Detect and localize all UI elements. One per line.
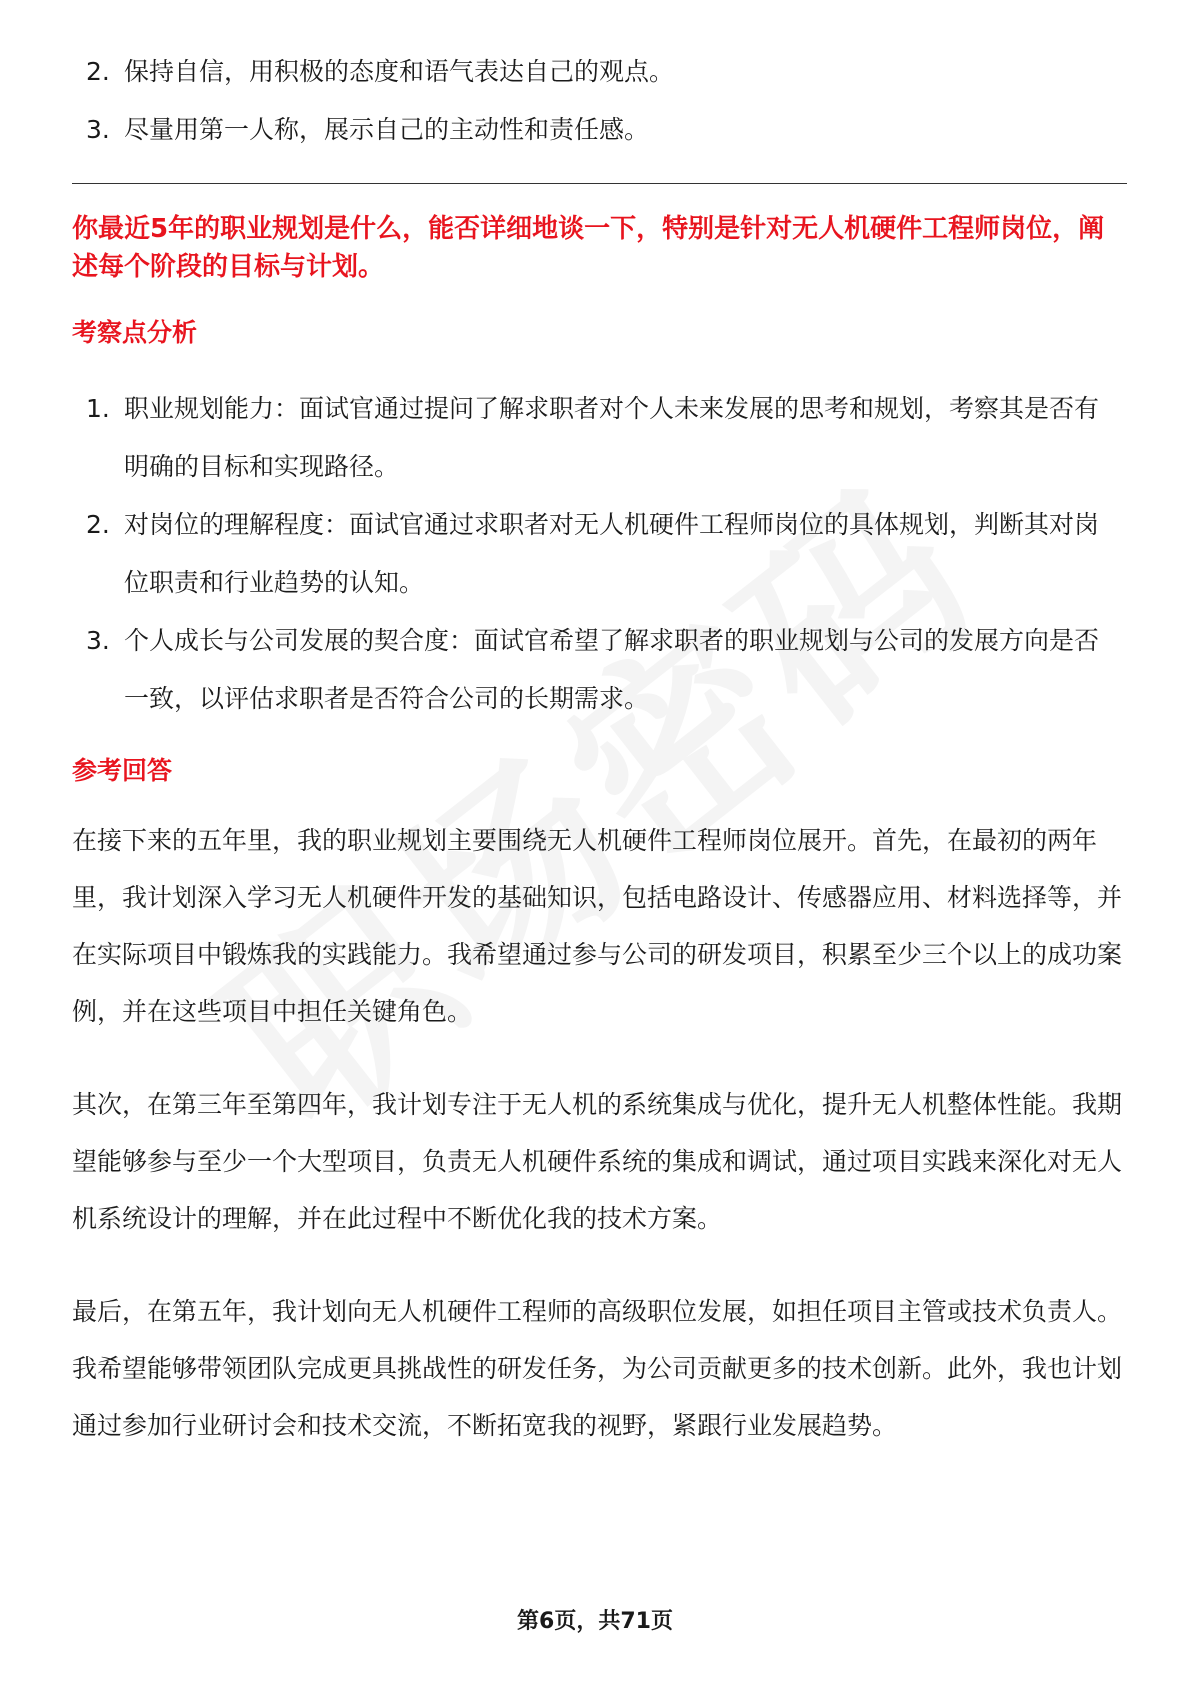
question-heading: 你最近5年的职业规划是什么，能否详细地谈一下，特别是针对无人机硬件工程师岗位，阐述每个阶段的目标与计划。	[72, 214, 1105, 282]
list-number: 3.	[86, 115, 110, 144]
list-text: 职业规划能力：面试官通过提问了解求职者对个人未来发展的思考和规划，考察其是否有明确的目标和实现路径。	[124, 394, 1100, 481]
answer-paragraph: 其次，在第三年至第四年，我计划专注于无人机的系统集成与优化，提升无人机整体性能。我期望能够参与至少一个大型项目，负责无人机硬件系统的集成和调试，通过项目实践来深化对无人机系统设计的理解，并在此过程中不断优化我的技术方案。	[72, 1090, 1123, 1233]
section-divider	[72, 183, 1127, 184]
list-item	[72, 612, 1122, 728]
page-number: 第6页，共71页	[517, 1609, 673, 1634]
list-number: 1.	[86, 394, 110, 423]
analysis-list	[72, 380, 1122, 728]
list-text: 保持自信，用积极的态度和语气表达自己的观点。	[124, 57, 675, 86]
list-number: 2.	[86, 57, 110, 86]
list-number: 2.	[86, 510, 110, 539]
list-text: 尽量用第一人称，展示自己的主动性和责任感。	[124, 115, 650, 144]
list-item	[72, 496, 1122, 612]
tips-list	[72, 55, 1122, 147]
answer-paragraph: 在接下来的五年里，我的职业规划主要围绕无人机硬件工程师岗位展开。首先，在最初的两年里，我计划深入学习无人机硬件开发的基础知识，包括电路设计、传感器应用、材料选择等，并在实际项目中锻炼我的实践能力。我希望通过参与公司的研发项目，积累至少三个以上的成功案例，并在这些项目中担任关键角色。	[72, 826, 1123, 1026]
list-item	[72, 380, 1122, 496]
list-text: 个人成长与公司发展的契合度：面试官希望了解求职者的职业规划与公司的发展方向是否一致，以评估求职者是否符合公司的长期需求。	[124, 626, 1100, 713]
list-text: 对岗位的理解程度：面试官通过求职者对无人机硬件工程师岗位的具体规划，判断其对岗位职责和行业趋势的认知。	[124, 510, 1100, 597]
list-number: 3.	[86, 626, 110, 655]
list-item	[72, 113, 1122, 147]
answer-paragraph: 最后，在第五年，我计划向无人机硬件工程师的高级职位发展，如担任项目主管或技术负责人。我希望能够带领团队完成更具挑战性的研发任务，为公司贡献更多的技术创新。此外，我也计划通过参加行业研讨会和技术交流，不断拓宽我的视野，紧跟行业发展趋势。	[72, 1297, 1123, 1440]
list-item	[72, 55, 1122, 89]
answer-title: 参考回答	[72, 756, 173, 785]
analysis-title: 考察点分析	[72, 318, 198, 347]
page-content	[72, 55, 1122, 1454]
